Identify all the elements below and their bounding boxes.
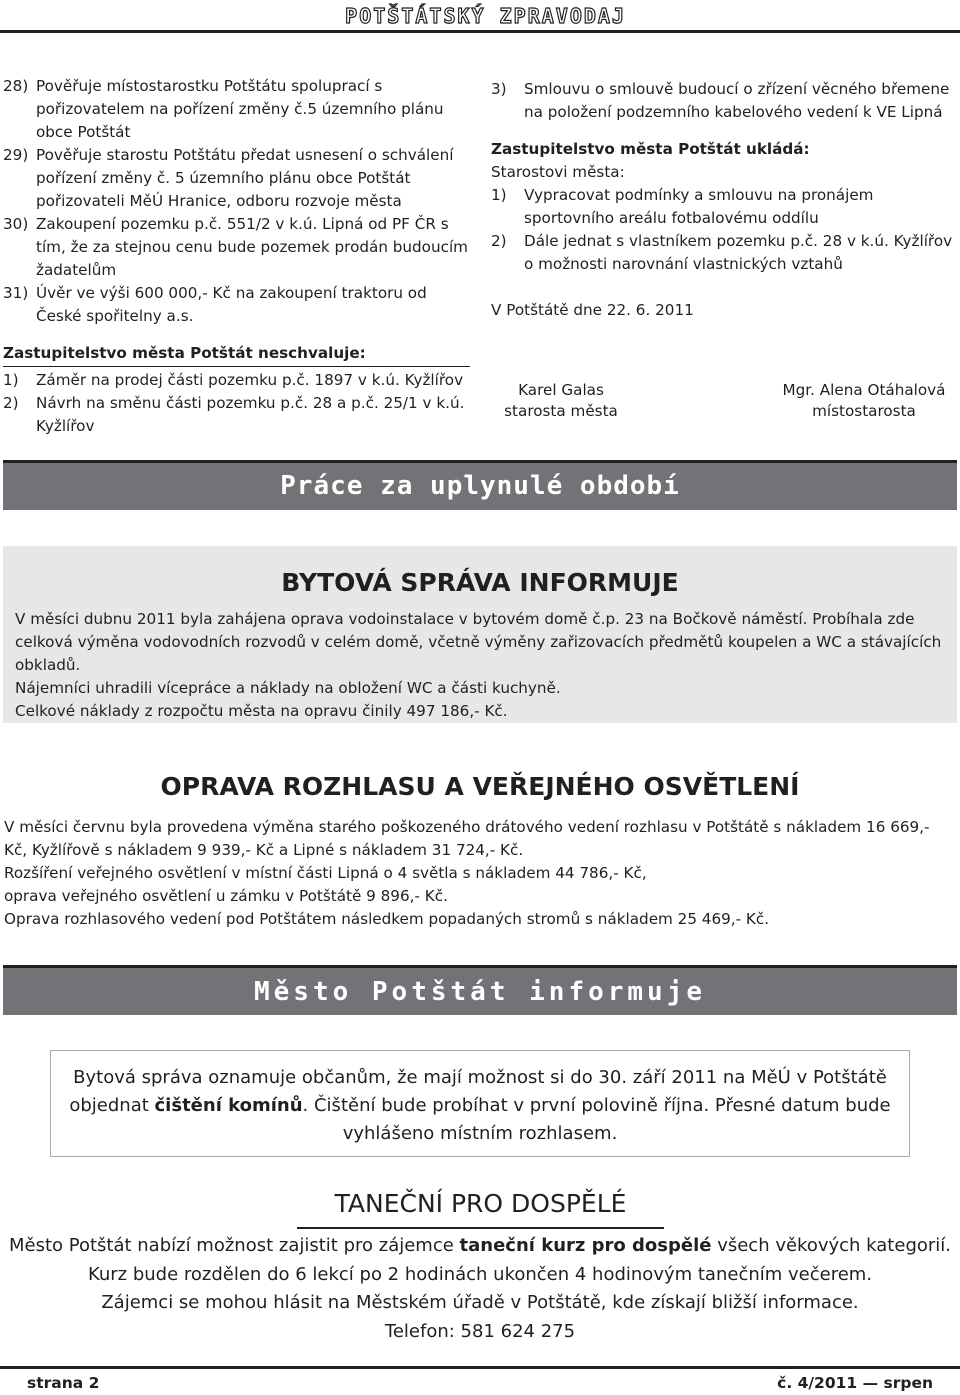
- item-text: Vypracovat podmínky a smlouvu na pronájem sportovního areálu fotbalovému oddílu: [524, 186, 874, 227]
- paragraph: V měsíci červnu byla provedena výměna starého poškozeného drátového vedení rozhlasu v Potštátě s nákladem 16 669,- Kč, Kyžlířově s nákladem 9 939,- Kč a Lipné s nákladem 31 724,- Kč.: [4, 818, 930, 859]
- item-text: Záměr na prodej části pozemku p.č. 1897 v k.ú. Kyžlířov: [36, 371, 464, 389]
- masthead-rule: [0, 30, 960, 33]
- masthead-title: POTŠTÁTSKÝ ZPRAVODAJ: [345, 4, 626, 28]
- notice-text: Bytová správa oznamuje občanům, že mají možnost si do 30. září 2011 na MěÚ v Potštátě objednat: [69, 1067, 887, 1116]
- dance-highlight: taneční kurz pro dospělé: [459, 1235, 712, 1256]
- item-text: Pověřuje starostu Potštátu předat usnesení o schválení pořízení změny č. 5 územního plánu obce Potštát pořizovateli MěÚ Hranice, odboru rozvoje města: [36, 146, 454, 210]
- rozhlas-text: [4, 816, 957, 931]
- paragraph: V měsíci dubnu 2011 byla zahájena oprava vodoinstalace v bytovém domě č.p. 23 na Bočkově náměstí. Probíhala zde celková výměna vodovodních rozvodů v celém domě, včetně výměny zařizovacích předmětů koupelen a WC a stávajících obkladů.: [15, 610, 942, 674]
- paragraph: Celkové náklady z rozpočtu města na opravu činily 497 186,- Kč.: [15, 702, 508, 720]
- dance-text-part: Město Potštát nabízí možnost zajistit pro zájemce: [8, 1235, 460, 1256]
- paragraph: Oprava rozhlasového vedení pod Potštátem následkem popadaných stromů s nákladem 25 469,- Kč.: [4, 910, 770, 928]
- item-number: 2): [491, 232, 507, 250]
- item-text: Pověřuje místostarostku Potštátu spoluprací s pořizovatelem na pořízení změny č.5 územního plánu obce Potštát: [36, 77, 444, 141]
- uklada-heading: Zastupitelstvo města Potštát ukládá:: [491, 140, 810, 158]
- dance-line: [3, 1232, 957, 1261]
- rozhlas-title: OPRAVA ROZHLASU A VEŘEJNÉHO OSVĚTLENÍ: [160, 772, 800, 801]
- item-number: 31): [3, 284, 29, 302]
- signature-role: starosta města: [504, 402, 618, 420]
- dance-phone: Telefon: 581 624 275: [384, 1320, 576, 1342]
- bytova-text: [15, 608, 955, 723]
- right-column: [491, 78, 957, 322]
- item-text: Návrh na směnu části pozemku p.č. 28 a p.č. 25/1 v k.ú. Kyžlířov: [36, 394, 465, 435]
- notice-highlight: čištění komínů: [154, 1095, 303, 1116]
- item-number: 1): [491, 186, 507, 204]
- notice-text: . Čištění bude probíhat v první polovině října. Přesné datum bude vyhlášeno místním rozhlasem.: [302, 1095, 891, 1144]
- resolution-item: [3, 282, 470, 328]
- paragraph: oprava veřejného osvětlení u zámku v Potštátě 9 896,- Kč.: [4, 887, 448, 905]
- item-number: 3): [491, 80, 507, 98]
- dance-line: Kurz bude rozdělen do 6 lekcí po 2 hodinách ukončen 4 hodinovým tanečním večerem.: [87, 1263, 873, 1285]
- paragraph: Rozšíření veřejného osvětlení v místní části Lipná o 4 světla s nákladem 44 786,- Kč,: [4, 864, 647, 882]
- signature-name: Mgr. Alena Otáhalová: [782, 381, 946, 399]
- dance-text-part: všech věkových kategorií.: [711, 1235, 952, 1256]
- resolution-item: [491, 78, 957, 124]
- signature-role: místostarosta: [812, 402, 916, 420]
- item-number: 28): [3, 77, 29, 95]
- uklada-intro: Starostovi města:: [491, 163, 625, 181]
- item-number: 1): [3, 371, 19, 389]
- dance-text: [3, 1232, 957, 1346]
- dance-line: Zájemci se mohou hlásit na Městském úřadě v Potštátě, kde získají bližší informace.: [101, 1292, 859, 1313]
- signature-block: [491, 380, 631, 422]
- footer-rule: [0, 1366, 960, 1369]
- dance-title: TANEČNÍ PRO DOSPĚLÉ: [297, 1183, 664, 1229]
- item-number: 30): [3, 215, 29, 233]
- item-text: Smlouvu o smlouvě budoucí o zřízení věcného břemene na položení podzemního kabelového vedení k VE Lipná: [524, 80, 950, 121]
- resolution-item: [3, 144, 470, 213]
- bytova-title: BYTOVÁ SPRÁVA INFORMUJE: [281, 568, 679, 597]
- uklada-item: [491, 184, 957, 230]
- uklada-item: [491, 230, 957, 276]
- masthead: [0, 0, 960, 30]
- signature-name: Karel Galas: [518, 381, 604, 399]
- item-text: Dále jednat s vlastníkem pozemku p.č. 28 v k.ú. Kyžlířov o možnosti narovnání vlastnických vztahů: [524, 232, 953, 273]
- section-banner-info: Město Potštát informuje: [3, 965, 957, 1015]
- item-number: 2): [3, 394, 19, 412]
- neschvaluje-item: [3, 392, 470, 438]
- neschvaluje-heading: Zastupitelstvo města Potštát neschvaluje:: [3, 342, 470, 367]
- page-number: strana 2: [27, 1374, 100, 1392]
- chimney-notice: [50, 1050, 910, 1157]
- date-line: V Potštátě dne 22. 6. 2011: [491, 301, 694, 319]
- paragraph: Nájemníci uhradili vícepráce a náklady na obložení WC a části kuchyně.: [15, 679, 561, 697]
- item-text: Zakoupení pozemku p.č. 551/2 v k.ú. Lipná od PF ČR s tím, že za stejnou cenu bude pozemek prodán budoucím žadatelům: [36, 215, 468, 279]
- item-number: 29): [3, 146, 29, 164]
- issue-label: č. 4/2011 — srpen: [777, 1374, 933, 1392]
- signature-block: [771, 380, 957, 422]
- resolution-item: [3, 213, 470, 282]
- section-banner-past: Práce za uplynulé období: [3, 460, 957, 510]
- item-text: Úvěr ve výši 600 000,- Kč na zakoupení traktoru od České spořitelny a.s.: [36, 284, 427, 325]
- left-column: [3, 75, 470, 438]
- neschvaluje-item: [3, 369, 470, 392]
- resolution-item: [3, 75, 470, 144]
